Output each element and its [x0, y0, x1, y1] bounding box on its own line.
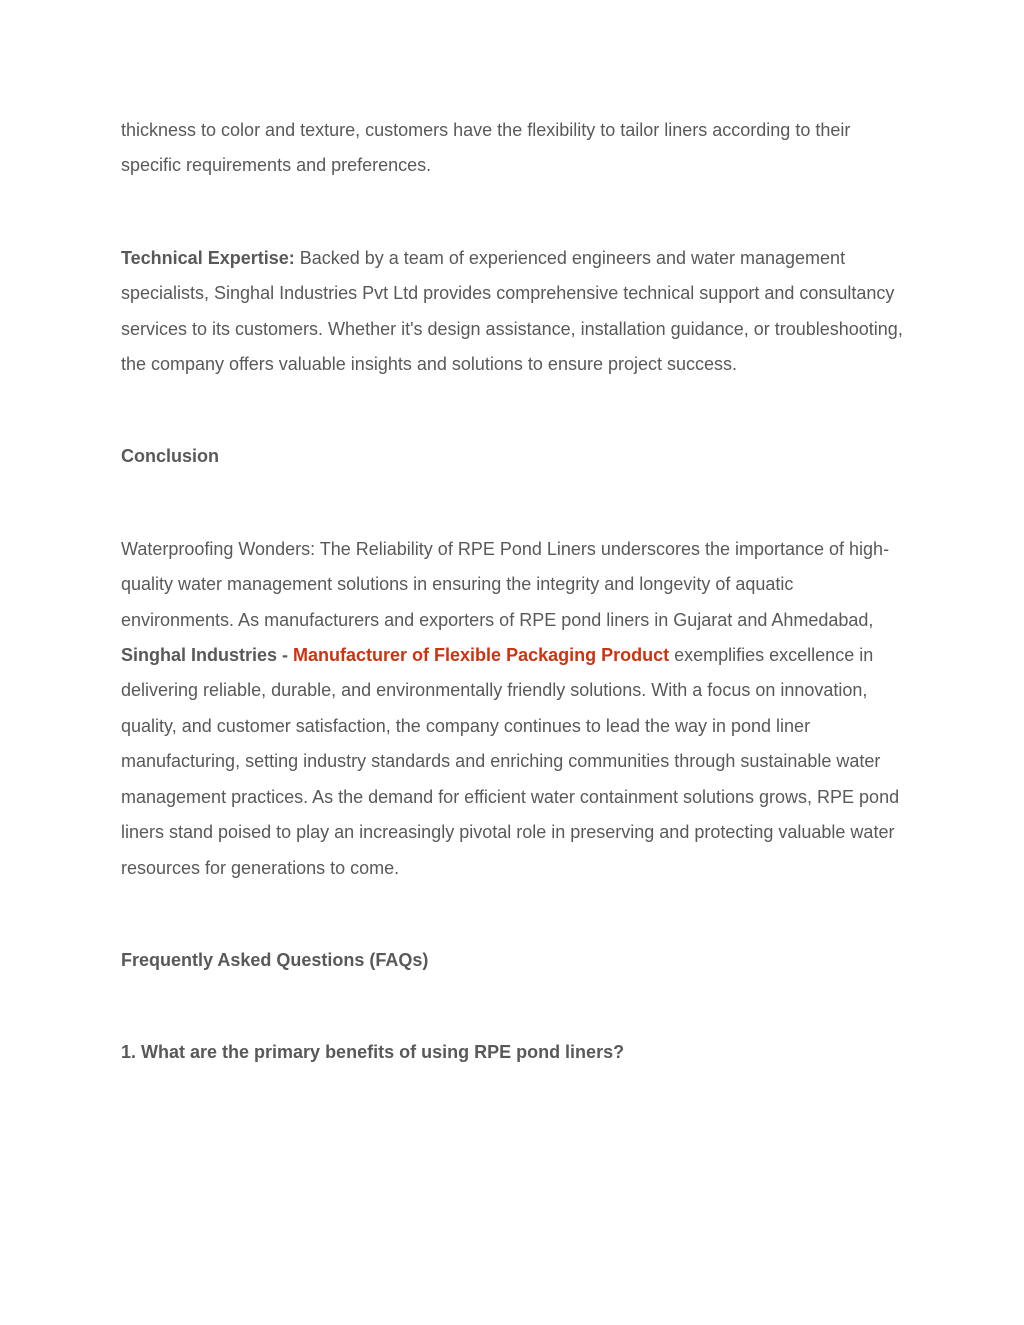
faq-question-1: 1. What are the primary benefits of using RPE pond liners?	[121, 1042, 625, 1063]
technical-expertise-text: Backed by a team of experienced engineers and water management specialists, Singhal Industries Pvt Ltd provides comprehensive technical support and consultancy services to its customers. Whether it's design assistance, installation guidance, or troubleshooting, the company offers valuable insights and solutions to ensure project success.	[121, 247, 903, 375]
manufacturer-link[interactable]: Manufacturer of Flexible Packaging Product	[293, 645, 670, 666]
conclusion-text-after: exemplifies excellence in delivering reliable, durable, and environmentally friendly solutions. With a focus on innovation, quality, and customer satisfaction, the company continues to lead the way in pond liner manufacturing, setting industry standards and enriching communities through sustainable water management practices. As the demand for efficient water containment solutions grows, RPE pond liners stand poised to play an increasingly pivotal role in preserving and protecting valuable water resources for generations to come.	[121, 645, 900, 878]
document-body	[121, 113, 911, 1071]
paragraph-spacer	[121, 475, 911, 532]
faq-heading: Frequently Asked Questions (FAQs)	[121, 949, 429, 970]
technical-expertise-paragraph	[121, 241, 911, 383]
paragraph-spacer	[121, 978, 911, 1035]
intro-continuation-paragraph: thickness to color and texture, customers have the flexibility to tailor liners according to their specific requirements and preferences.	[121, 120, 851, 176]
conclusion-paragraph	[121, 532, 911, 886]
paragraph-spacer	[121, 184, 911, 241]
paragraph-spacer	[121, 382, 911, 439]
conclusion-text-before: Waterproofing Wonders: The Reliability of RPE Pond Liners underscores the importance of high-quality water management solutions in ensuring the integrity and longevity of aquatic environments. As manufacturers and exporters of RPE pond liners in Gujarat and Ahmedabad,	[121, 538, 890, 630]
paragraph-spacer	[121, 886, 911, 943]
company-name: Singhal Industries -	[121, 645, 294, 666]
conclusion-heading: Conclusion	[121, 446, 219, 467]
technical-expertise-label: Technical Expertise:	[121, 247, 295, 268]
